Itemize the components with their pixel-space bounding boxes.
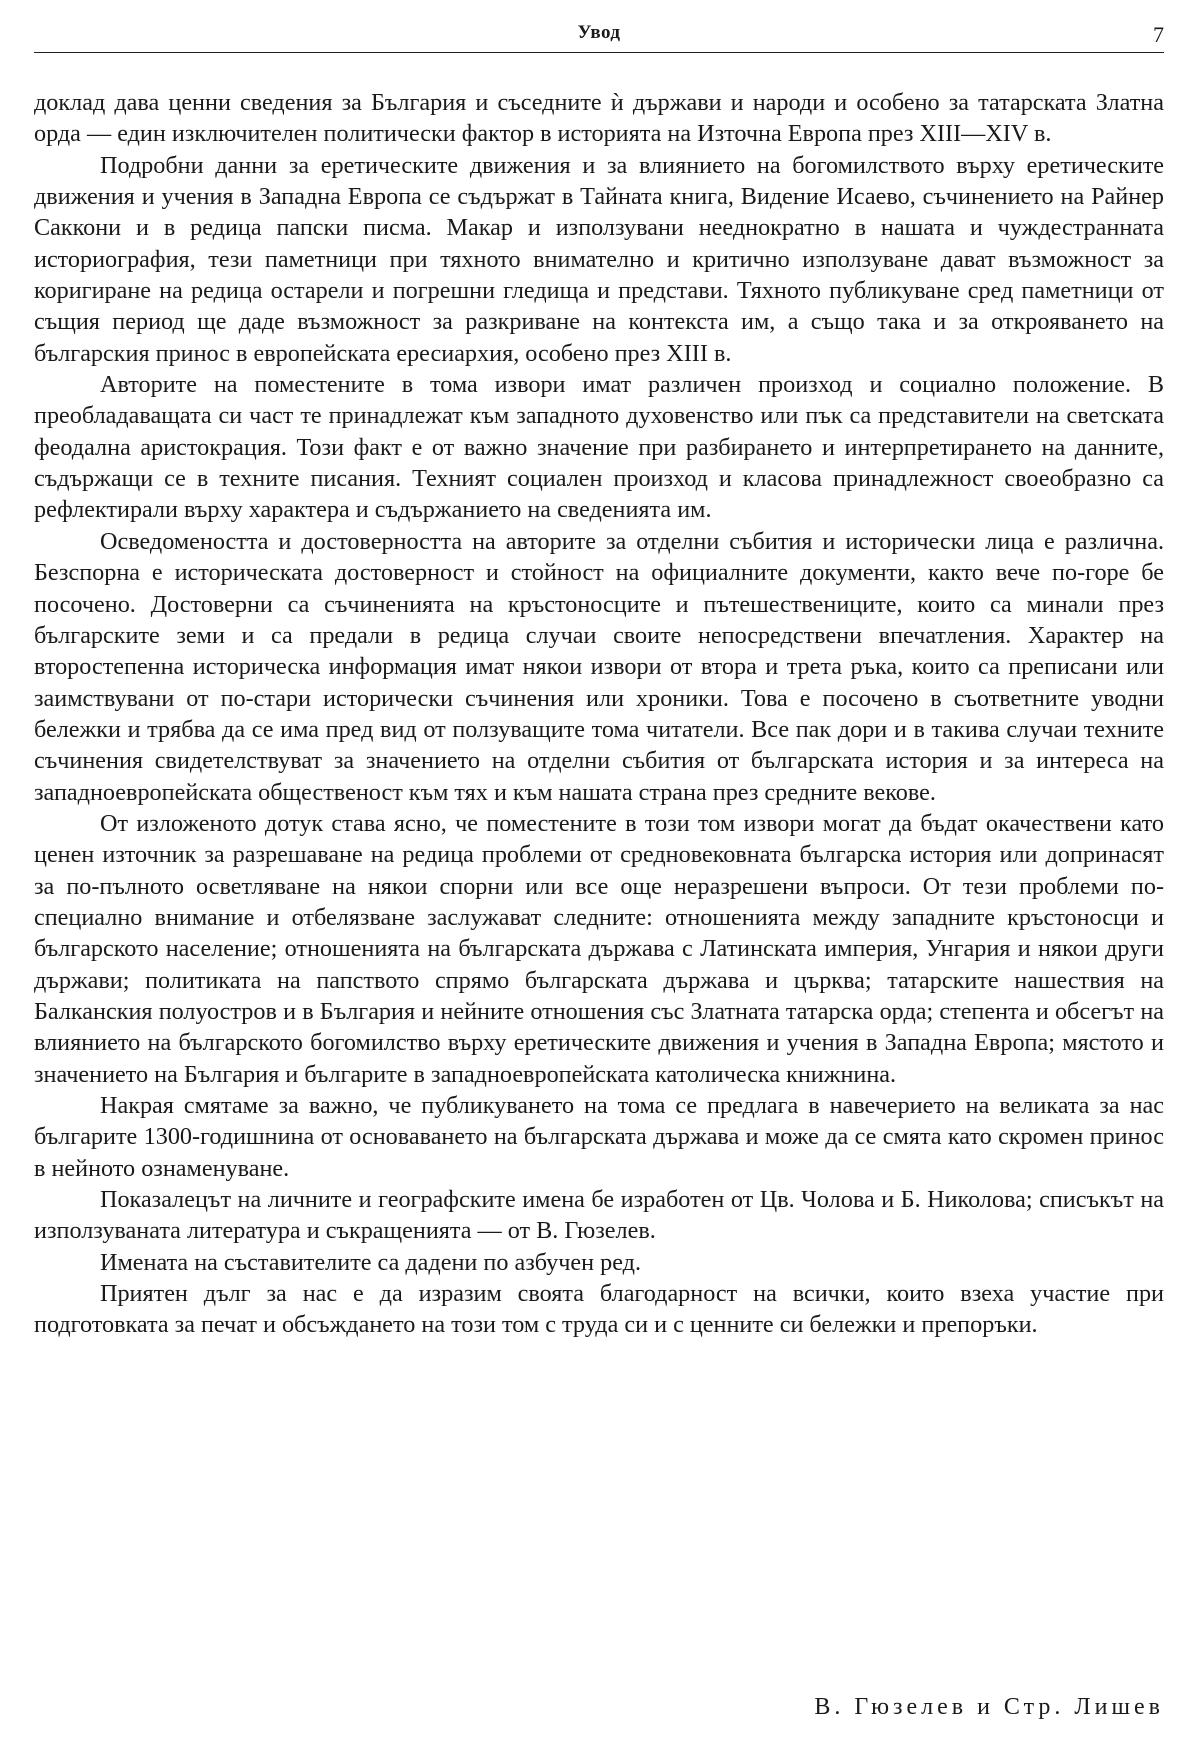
paragraph: Приятен дълг за нас е да изразим своята благодарност на всички, които взеха участие при подготовката за печат и обсъждането на този том с труда си и с ценните си бележки и препоръки. [34, 1280, 1164, 1339]
body-text [34, 87, 1164, 1341]
paragraph: доклад дава ценни сведения за България и съседните ѝ държави и народи и особено за татарската Златна орда — един изключителен политически фактор в историята на Източна Европа през XIII—XIV в. [34, 89, 1164, 148]
paragraph: Накрая смятаме за важно, че публикуването на тома се предлага в навечерието на великата за нас българите 1300-годишнина от основаването на българската държава и може да се смята като скромен принос в нейното ознаменуване. [34, 1092, 1164, 1182]
document-page [34, 18, 1164, 1728]
paragraph: Авторите на поместените в тома извори имат различен произход и социално положение. В преобладаващата си част те принадлежат към западното духовенство или пък са представители на светската феодална аристокрация. Този факт е от важно значение при разбирането и интерпретирането на данните, съдържащи се в техните писания. Техният социален произход и класова принадлежност своеобразно са рефлектирали върху характера и съдържанието на сведенията им. [34, 371, 1164, 524]
authors-signature: В. Гюзелев и Стр. Лишев [814, 1694, 1164, 1720]
page-number: 7 [1153, 22, 1164, 47]
paragraph: Показалецът на личните и географските имена бе изработен от Цв. Чолова и Б. Николова; списъкът на използуваната литература и съкращенията — от В. Гюзелев. [34, 1186, 1164, 1245]
section-title: Увод [577, 22, 621, 43]
paragraph: От изложеното дотук става ясно, че поместените в този том извори могат да бъдат окачествени като ценен източник за разрешаване на редица проблеми от средновековната българска история или допринасят за по-пълното осветляване на някои спорни или все още неразрешени въпроси. От тези проблеми по-специално внимание и отбелязване заслужават следните: отношенията между западните кръстоносци и българското население; отношенията на българската държава с Латинската империя, Унгария и някои други държави; политиката на папството спрямо българската държава и църква; татарските нашествия на Балканския полуостров и в България и нейните отношения със Златната татарска орда; степента и обсегът на влиянието на българското богомилство върху еретическите движения и учения в Западна Европа; мястото и значението на България и българите в западноевропейската католическа книжнина. [34, 809, 1164, 1088]
running-header [34, 18, 1164, 53]
paragraph: Осведомеността и достоверността на авторите за отделни събития и исторически лица е различна. Безспорна е историческата достоверност и стойност на официалните документи, както вече по-горе бе посочено. Достоверни са съчиненията на кръстоносците и пътешествениците, които са минали през българските земи и са предали в редица случаи своите непосредствени впечатления. Характер на второстепенна историческа информация имат някои извори от втора и трета ръка, които са преписани или заимствувани от по-стари исторически съчинения или хроники. Това е посочено в съответните уводни бележки и трябва да се има пред вид от ползуващите тома читатели. Все пак дори и в такива случаи техните съчинения свидетелствуват за значението на отделни събития от българската история и за интереса на западноевропейската общественост към тях и към нашата страна през средните векове. [34, 527, 1164, 806]
paragraph: Подробни данни за еретическите движения и за влиянието на богомилството върху еретическите движения и учения в Западна Европа се съдържат в Тайната книга, Видение Исаево, съчинението на Райнер Саккони и в редица папски писма. Макар и използувани нееднократно в нашата и чуждестранната историография, тези паметници при тяхното внимателно и критично използуване дават възможност за коригиране на редица остарели и погрешни гледища и представи. Тяхното публикуване сред паметници от същия период ще даде възможност за разкриване на контекста им, а също така и за открояването на българския принос в европейската ересиархия, особено през XIII в. [34, 151, 1164, 367]
paragraph: Имената на съставителите са дадени по азбучен ред. [100, 1248, 641, 1276]
